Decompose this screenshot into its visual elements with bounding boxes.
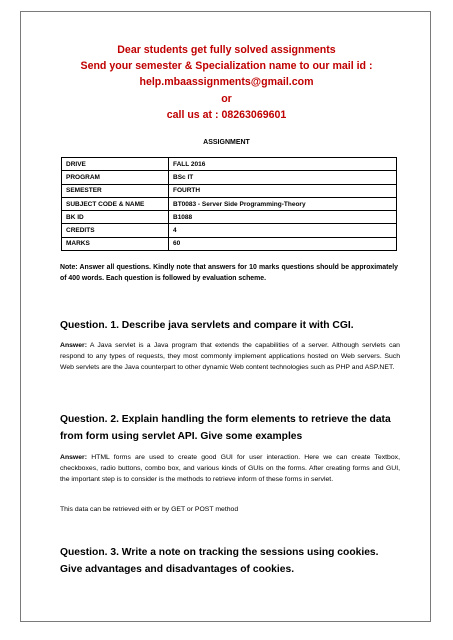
assignment-title: ASSIGNMENT — [203, 139, 250, 146]
answer-text: A Java servlet is a Java program that extends the capabilities of a server. Although servlets can respond to any types of requests, they most commonly implement applications hosted on Web servers. Such Web servlets are the Java counterpart to other dynamic Web content technologies such as PHP and ASP.NET. — [60, 342, 400, 371]
row-value: FOURTH — [169, 184, 397, 197]
row-value: BT0083 - Server Side Programming-Theory — [169, 197, 397, 210]
table-row — [62, 211, 397, 224]
header-email: help.mbaassignments@gmail.com — [139, 76, 314, 89]
table-row — [62, 184, 397, 197]
row-value: BSc IT — [169, 171, 397, 184]
header-or: or — [221, 92, 232, 105]
row-value: B1088 — [169, 211, 397, 224]
header-line-1: Dear students get fully solved assignments — [117, 44, 336, 56]
row-value: 60 — [169, 237, 397, 250]
row-label: CREDITS — [62, 224, 169, 237]
promo-header — [0, 42, 453, 123]
table-row — [62, 171, 397, 184]
table-row — [62, 197, 397, 210]
row-label: DRIVE — [62, 158, 169, 171]
row-label: SUBJECT CODE & NAME — [62, 197, 169, 210]
answer-label: Answer: — [60, 342, 88, 349]
question-2-extra: This data can be retrieved eith er by GET or POST method — [60, 506, 239, 513]
question-1-answer — [60, 340, 400, 373]
header-phone: call us at : 08263069601 — [166, 108, 287, 121]
row-value: FALL 2016 — [169, 158, 397, 171]
row-label: MARKS — [62, 237, 169, 250]
table-row — [62, 224, 397, 237]
row-label: BK ID — [62, 211, 169, 224]
answer-label: Answer: — [60, 454, 88, 461]
question-2-heading: Question. 2. Explain handling the form elements to retrieve the data from form using servlet API. Give some examples — [60, 414, 391, 442]
question-2-answer — [60, 452, 400, 485]
header-line-2: Send your semester & Specialization name to our mail id : — [80, 60, 373, 73]
row-label: PROGRAM — [62, 171, 169, 184]
question-1-heading: Question. 1. Describe java servlets and compare it with CGI. — [60, 320, 354, 331]
question-3-heading: Question. 3. Write a note on tracking the sessions using cookies. Give advantages and disadvantages of cookies. — [60, 547, 379, 575]
answer-text: HTML forms are used to create good GUI for user interaction. Here we can create Textbox, checkboxes, radio buttons, combo box, and various kinds of GUIs on the forms. After creating forms and GUI, the important step is to consider is the methods to retrieve inform of these forms in servlet. — [60, 454, 400, 483]
table-row — [62, 158, 397, 171]
assignment-info-table — [61, 157, 397, 251]
table-row — [62, 237, 397, 250]
instructions-note: Note: Answer all questions. Kindly note that answers for 10 marks questions should be approximately of 400 words. Each question is followed by evaluation scheme. — [60, 264, 398, 282]
row-value: 4 — [169, 224, 397, 237]
row-label: SEMESTER — [62, 184, 169, 197]
